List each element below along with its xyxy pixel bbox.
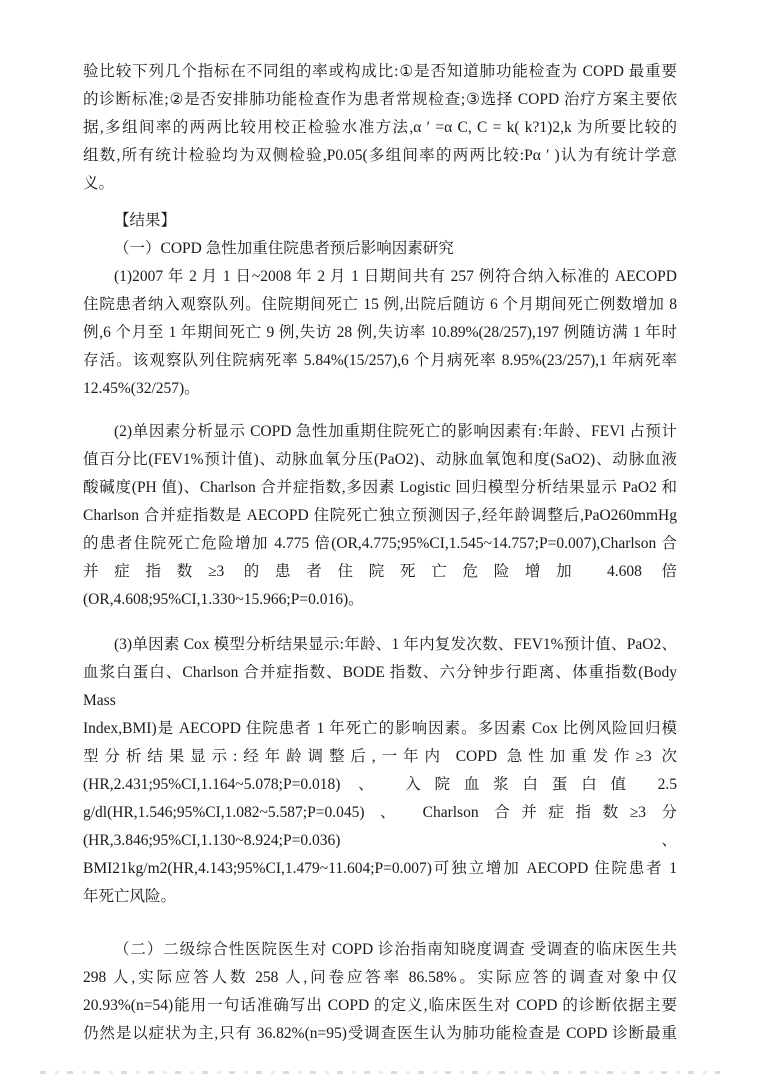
text-line: 并症指数≥3 的患者住院死亡危险增加 4.608 倍 [83, 563, 677, 580]
text-line: (HR,2.431;95%CI,1.164~5.078;P=0.018) 、 入院血浆白蛋白值 2.5 [83, 776, 677, 793]
text-line: (3)单因素 Cox 模型分析结果显示:年龄、1 年内复发次数、FEV1%预计值、PaO2、 [114, 636, 677, 653]
text-line: （二）二级综合性医院医生对 COPD 诊治指南知晓度调查 受调查的临床医生共 [114, 941, 677, 958]
text-line: 据,多组间率的两两比较用校正检验水准方法,α ′ =α C, C = k( k?1)2,k 为所要比较的 [83, 119, 677, 136]
paragraph-cox-analysis [83, 631, 677, 911]
paragraph-statistics-methods [83, 58, 677, 198]
text-line: 型分析结果显示:经年龄调整后,一年内 COPD 急性加重发作≥3 次 [83, 748, 677, 765]
text-line: 住院患者纳入观察队列。住院期间死亡 15 例,出院后随访 6 个月期间死亡例数增加 8 [83, 296, 677, 313]
text-line: 义。 [83, 175, 115, 192]
results-heading [83, 207, 677, 235]
text-line: (2)单因素分析显示 COPD 急性加重期住院死亡的影响因素有:年龄、FEVl 占预计 [114, 423, 677, 440]
text-line: 例,6 个月至 1 年期间死亡 9 例,失访 28 例,失访率 10.89%(28/257),197 例随访满 1 年时 [83, 324, 677, 341]
text-line: 存活。该观察队列住院病死率 5.84%(15/257),6 个月病死率 8.95%(23/257),1 年病死率 [83, 352, 677, 369]
text-line: (1)2007 年 2 月 1 日~2008 年 2 月 1 日期间共有 257 例符合纳入标准的 AECOPD [114, 268, 677, 285]
section-1-heading [83, 235, 677, 263]
text-line: BMI21kg/m2(HR,4.143;95%CI,1.479~11.604;P=0.007)可独立增加 AECOPD 住院患者 1 [83, 860, 677, 877]
text-line: 年死亡风险。 [83, 888, 177, 905]
text-line: Index,BMI)是 AECOPD 住院患者 1 年死亡的影响因素。多因素 Cox 比例风险回归模 [83, 720, 677, 737]
text-line: 【结果】 [114, 212, 177, 229]
text-line: g/dl(HR,1.546;95%CI,1.082~5.587;P=0.045) 、 Charlson 合并症指数≥3 分 [83, 804, 677, 821]
paragraph-logistic-analysis [83, 418, 677, 614]
text-line: 20.93%(n=54)能用一句话准确写出 COPD 的定义,临床医生对 COPD 的诊断依据主要 [83, 997, 677, 1014]
text-line: Charlson 合并症指数是 AECOPD 住院死亡独立预测因子,经年龄调整后,PaO260mmHg [83, 507, 677, 524]
text-line: 组数,所有统计检验均为双侧检验,P0.05(多组间率的两两比较:Pα ′ )认为有统计学意 [83, 147, 677, 164]
text-line: 值百分比(FEV1%预计值)、动脉血氧分压(PaO2)、动脉血氧饱和度(SaO2)、动脉血液 [83, 451, 677, 468]
text-line: 298 人,实际应答人数 258 人,问卷应答率 86.58%。实际应答的调查对象中仅 [83, 969, 677, 986]
text-line: 12.45%(32/257)。 [83, 380, 200, 397]
text-line: 血浆白蛋白、Charlson 合并症指数、BODE 指数、六分钟步行距离、体重指数(Body Mass [83, 664, 677, 709]
paragraph-survey-results [83, 936, 677, 1048]
next-page-line-cutoff [40, 1071, 720, 1074]
text-line: 验比较下列几个指标在不同组的率或构成比:①是否知道肺功能检查为 COPD 最重要 [83, 63, 677, 80]
abstract-text-block [83, 58, 677, 1048]
text-line: 的患者住院死亡危险增加 4.775 倍(OR,4.775;95%CI,1.545~14.757;P=0.007),Charlson 合 [83, 535, 677, 552]
text-line: 酸碱度(PH 值)、Charlson 合并症指数,多因素 Logistic 回归模型分析结果显示 PaO2 和 [83, 479, 677, 496]
text-line: (HR,3.846;95%CI,1.130~8.924;P=0.036) 、 [83, 832, 677, 849]
text-line: （一）COPD 急性加重住院患者预后影响因素研究 [114, 240, 454, 257]
text-line: 仍然是以症状为主,只有 36.82%(n=95)受调查医生认为肺功能检查是 COPD 诊断最重 [83, 1025, 677, 1042]
text-line: (OR,4.608;95%CI,1.330~15.966;P=0.016)。 [83, 591, 364, 608]
paragraph-cohort-results [83, 263, 677, 403]
text-line: 的诊断标准;②是否安排肺功能检查作为患者常规检查;③选择 COPD 治疗方案主要依 [83, 91, 677, 108]
